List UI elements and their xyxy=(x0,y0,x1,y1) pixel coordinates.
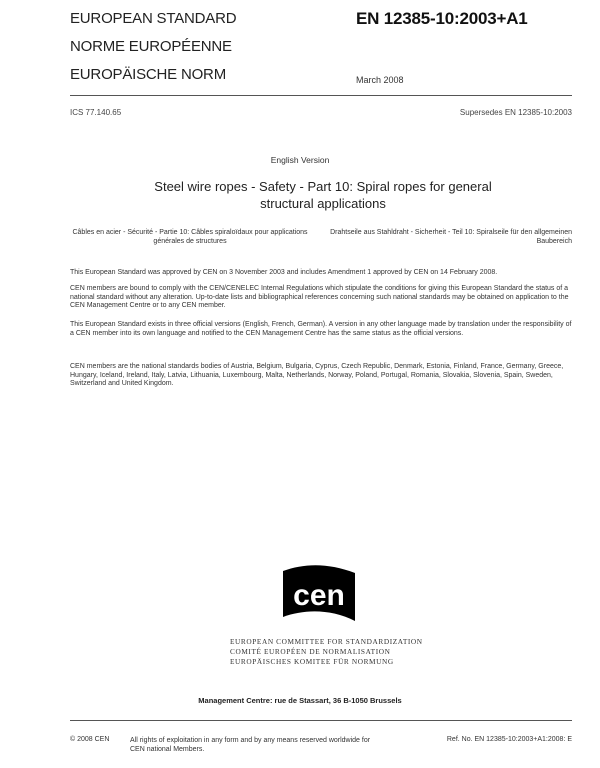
title-french: Câbles en acier - Sécurité - Partie 10: Câbles spiraloïdaux pour applications générales de structures xyxy=(72,229,308,245)
standard-title-en: EUROPEAN STANDARD xyxy=(70,10,237,27)
reference-number: Ref. No. EN 12385-10:2003+A1:2008: E xyxy=(446,736,572,743)
compliance-paragraph: CEN members are bound to comply with the CEN/CENELEC Internal Regulations which stipulate the conditions for giving this European Standard the status of a national standard without any alteration. Up-to-date lists and bibliographical references concerning such national standards may be obtained on application to the CEN Management Centre or to any CEN member. xyxy=(70,285,569,310)
committee-name-en: EUROPEAN COMMITTEE FOR STANDARDIZATION xyxy=(230,637,423,646)
standard-number: EN 12385-10:2003+A1 xyxy=(356,9,528,28)
approval-paragraph: This European Standard was approved by CEN on 3 November 2003 and includes Amendment 1 approved by CEN on 14 February 2008. xyxy=(70,269,498,276)
title-german: Drahtseile aus Stahldraht - Sicherheit - Teil 10: Spiralseile für den allgemeinen Baubereich xyxy=(330,229,572,245)
publication-date: March 2008 xyxy=(356,75,404,85)
supersedes-note: Supersedes EN 12385-10:2003 xyxy=(459,108,572,117)
standard-title-fr: NORME EUROPÉENNE xyxy=(70,38,232,55)
document-title: Steel wire ropes - Safety - Part 10: Spiral ropes for general structural applications xyxy=(154,179,492,211)
cen-logo-text: cen xyxy=(293,579,345,612)
management-centre-address: Management Centre: rue de Stassart, 36 B-1050 Brussels xyxy=(198,696,402,705)
committee-name-de: EUROPÄISCHES KOMITEE FÜR NORMUNG xyxy=(230,657,394,666)
footer-divider xyxy=(70,720,572,721)
ics-code: ICS 77.140.65 xyxy=(70,108,122,117)
header-divider xyxy=(70,95,572,96)
rights-notice: All rights of exploitation in any form and by any means reserved worldwide for CEN national Members. xyxy=(130,737,371,753)
standard-title-de: EUROPÄISCHE NORM xyxy=(70,66,226,83)
committee-name-fr: COMITÉ EUROPÉEN DE NORMALISATION xyxy=(230,647,391,656)
versions-paragraph: This European Standard exists in three official versions (English, French, German). A version in any other language made by translation under the responsibility of a CEN member into its own language and notified to the CEN Management Centre has the same status as the official versions. xyxy=(70,321,572,337)
language-version: English Version xyxy=(270,155,330,165)
copyright-notice: © 2008 CEN xyxy=(70,736,110,743)
members-paragraph: CEN members are the national standards bodies of Austria, Belgium, Bulgaria, Cyprus, Czech Republic, Denmark, Estonia, Finland, France, Germany, Greece, Hungary, Iceland, Ireland, Italy, Latvia, Lithuania, Luxembourg, Malta, Netherlands, Norway, Poland, Portugal, Romania, Slovakia, Slovenia, Spain, Sweden, Switzerland and United Kingdom. xyxy=(70,363,564,388)
cen-logo-icon xyxy=(283,565,355,621)
